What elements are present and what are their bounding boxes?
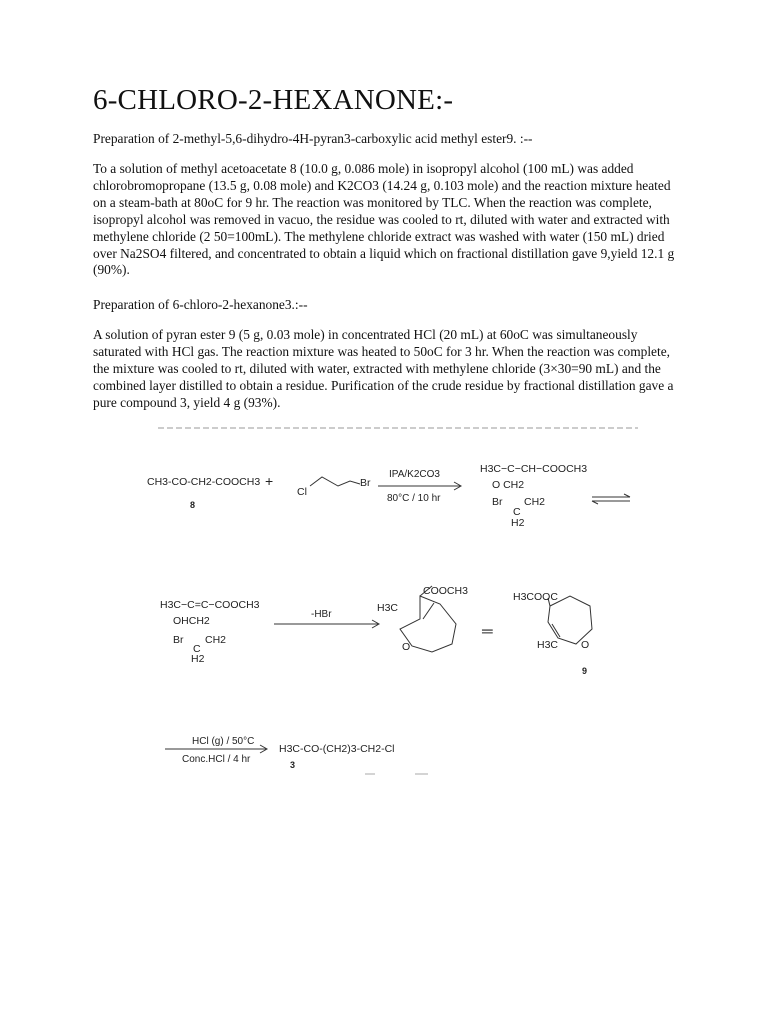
pyran-b-oxygen: O [581, 639, 590, 651]
page-title: 6-CHLORO-2-HEXANONE:- [93, 84, 454, 116]
compound-number-9: 9 [582, 666, 588, 676]
intermediate2-br: Br [173, 634, 184, 646]
pyran-a-ester: COOCH3 [423, 585, 468, 597]
section1-heading: Preparation of 2-methyl-5,6-dihydro-4H-pyran3-carboxylic acid methyl ester9. :-- [93, 131, 533, 146]
section2-body: A solution of pyran ester 9 (5 g, 0.03 mole) in concentrated HCl (20 mL) at 60oC was simultaneously saturated with HCl gas. The reaction mixture was heated to 50oC for 3 hr. When the reaction was complete, the mixture was cooled to rt, diluted with water, extracted with methylene chloride (3×30=90 mL) and the combined layer distilled to obtain a residue. Purification of the crude residue by fractional distillation gave a pure compound 3, yield 4 g (93%). [93, 327, 674, 410]
section2-heading: Preparation of 6-chloro-2-hexanone3.:-- [93, 297, 308, 312]
intermediate1-c: C [513, 506, 521, 518]
pyran-a-methyl: H3C [377, 602, 399, 614]
intermediate1-line1: H3C−C−CH−COOCH3 [480, 463, 588, 475]
equals-sign: ═ [482, 623, 493, 640]
chlorobromopropane-chain [310, 477, 360, 486]
reaction-scheme [130, 424, 650, 784]
step3-conditions-bottom: Conc.HCl / 4 hr [182, 754, 251, 765]
section1-body: To a solution of methyl acetoacetate 8 (10.0 g, 0.086 mole) in isopropyl alcohol (100 mL) was added chlorobromopropane (13.5 g, 0.08 mole) and K2CO3 (14.24 g, 0.103 mole) and the reaction mixture heated on a steam-bath at 80oC for 9 hr. The reaction was monitored by TLC. When the reaction was complete, isopropyl alcohol was removed in vacuo, the residue was cooled to rt, diluted with water and extracted with methylene chloride (2 50=100mL). The methylene chloride extract was washed with water (150 mL) dried over Na2SO4 filtered, and concentrated to obtain a liquid which on fractional distillation gave 9,yield 12.1 g (90%). [93, 161, 675, 278]
pyran-b-methyl: H3C [537, 639, 559, 651]
product-6-chloro-2-hexanone: H3C-CO-(CH2)3-CH2-Cl [279, 743, 395, 755]
pyran-a-double-bond [423, 603, 434, 619]
intermediate1-ch2: CH2 [524, 496, 546, 508]
chlorine-label: Cl [297, 486, 307, 498]
step1-conditions-bottom: 80°C / 10 hr [387, 493, 441, 504]
intermediate2-line2: OHCH2 [173, 615, 210, 627]
intermediate2-line1: H3C−C=C−COOCH3 [160, 599, 260, 611]
bromine-label: Br [360, 477, 371, 489]
reactant-methyl-acetoacetate: CH3-CO-CH2-COOCH3 [147, 476, 261, 488]
intermediate2-ch2: CH2 [205, 634, 227, 646]
pyran-a-oxygen: O [402, 641, 411, 653]
compound-number-3: 3 [290, 760, 296, 770]
intermediate1-h2: H2 [511, 517, 525, 529]
pyran-ring-b [548, 596, 592, 644]
step2-conditions: -HBr [311, 609, 332, 620]
step1-conditions-top: IPA/K2CO3 [389, 469, 440, 480]
step3-conditions-top: HCl (g) / 50°C [192, 736, 255, 747]
intermediate2-h2: H2 [191, 653, 205, 665]
compound-number-8: 8 [190, 500, 196, 510]
intermediate1-br: Br [492, 496, 503, 508]
intermediate1-line2: O CH2 [492, 479, 525, 491]
plus-sign: + [265, 473, 274, 489]
pyran-b-ester: H3COOC [513, 591, 558, 603]
intermediate2-c: C [193, 643, 201, 655]
